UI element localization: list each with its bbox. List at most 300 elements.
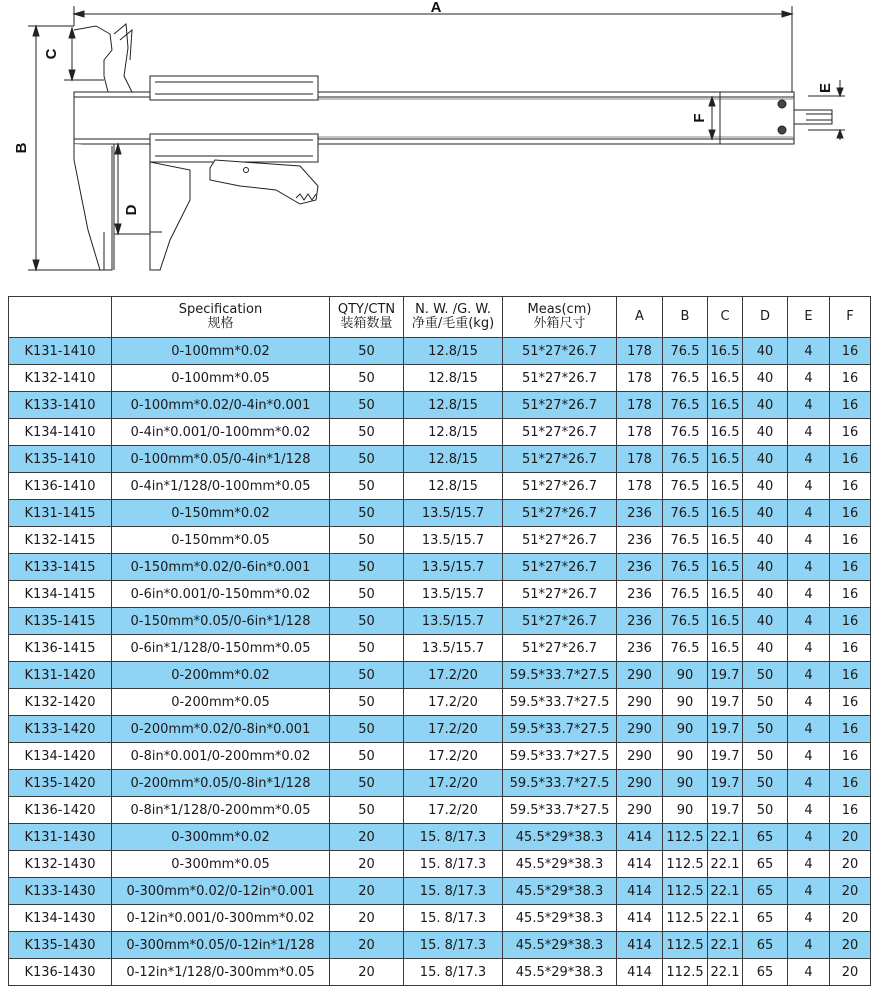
cell-specification: 0-300mm*0.02 xyxy=(112,824,330,851)
cell-dim-d: 65 xyxy=(743,878,788,905)
table-row xyxy=(9,608,871,635)
cell-model: K135-1430 xyxy=(9,932,112,959)
header-weight xyxy=(404,297,503,338)
cell-specification: 0-300mm*0.05 xyxy=(112,851,330,878)
header-line-cn: 规格 xyxy=(207,316,234,331)
table-row xyxy=(9,581,871,608)
cell-dim-f: 16 xyxy=(830,770,871,797)
cell-dim-b: 76.5 xyxy=(663,392,708,419)
cell-dim-f: 20 xyxy=(830,932,871,959)
table-body xyxy=(9,338,871,986)
cell-qty-per-carton: 50 xyxy=(330,527,404,554)
cell-model: K133-1410 xyxy=(9,392,112,419)
cell-dim-c: 19.7 xyxy=(708,770,743,797)
cell-specification: 0-12in*1/128/0-300mm*0.05 xyxy=(112,959,330,986)
cell-dim-e: 4 xyxy=(788,716,830,743)
cell-dim-f: 16 xyxy=(830,500,871,527)
cell-dim-b: 112.5 xyxy=(663,851,708,878)
header-line: F xyxy=(846,309,854,324)
cell-dim-e: 4 xyxy=(788,608,830,635)
cell-qty-per-carton: 50 xyxy=(330,797,404,824)
header-line: Meas(cm) xyxy=(527,302,592,317)
cell-weight: 13.5/15.7 xyxy=(404,635,503,662)
specification-table xyxy=(8,296,871,986)
cell-qty-per-carton: 50 xyxy=(330,689,404,716)
cell-weight: 12.8/15 xyxy=(404,446,503,473)
dimension-label-e: E xyxy=(817,82,834,94)
cell-dim-e: 4 xyxy=(788,446,830,473)
dimension-label-c: C xyxy=(43,48,60,60)
cell-carton-size: 59.5*33.7*27.5 xyxy=(503,662,617,689)
header-line: C xyxy=(720,309,730,324)
cell-dim-a: 236 xyxy=(617,500,663,527)
cell-dim-f: 16 xyxy=(830,743,871,770)
cell-qty-per-carton: 50 xyxy=(330,608,404,635)
cell-qty-per-carton: 50 xyxy=(330,338,404,365)
cell-model: K136-1420 xyxy=(9,797,112,824)
header-line: D xyxy=(759,309,770,324)
header-line-cn: 净重/毛重(kg) xyxy=(411,316,495,331)
cell-dim-a: 178 xyxy=(617,473,663,500)
table-row xyxy=(9,419,871,446)
table-row xyxy=(9,365,871,392)
cell-dim-d: 40 xyxy=(743,365,788,392)
cell-dim-c: 16.5 xyxy=(708,365,743,392)
cell-dim-a: 236 xyxy=(617,635,663,662)
cell-dim-f: 16 xyxy=(830,797,871,824)
table-row xyxy=(9,851,871,878)
cell-model: K134-1415 xyxy=(9,581,112,608)
cell-dim-b: 112.5 xyxy=(663,905,708,932)
dimension-label-b: B xyxy=(13,142,30,154)
cell-dim-e: 4 xyxy=(788,932,830,959)
cell-dim-b: 112.5 xyxy=(663,932,708,959)
cell-specification: 0-100mm*0.05/0-4in*1/128 xyxy=(112,446,330,473)
header-dim-a xyxy=(617,297,663,338)
cell-qty-per-carton: 20 xyxy=(330,959,404,986)
cell-specification: 0-200mm*0.02/0-8in*0.001 xyxy=(112,716,330,743)
cell-dim-e: 4 xyxy=(788,581,830,608)
cell-carton-size: 51*27*26.7 xyxy=(503,473,617,500)
cell-qty-per-carton: 50 xyxy=(330,446,404,473)
cell-weight: 12.8/15 xyxy=(404,338,503,365)
cell-qty-per-carton: 50 xyxy=(330,554,404,581)
table-row xyxy=(9,689,871,716)
cell-specification: 0-200mm*0.05 xyxy=(112,689,330,716)
cell-weight: 12.8/15 xyxy=(404,473,503,500)
cell-dim-a: 290 xyxy=(617,662,663,689)
header-specification xyxy=(112,297,330,338)
table-row xyxy=(9,824,871,851)
cell-dim-b: 90 xyxy=(663,797,708,824)
cell-specification: 0-150mm*0.05 xyxy=(112,527,330,554)
cell-dim-f: 20 xyxy=(830,878,871,905)
cell-qty-per-carton: 20 xyxy=(330,905,404,932)
cell-qty-per-carton: 50 xyxy=(330,635,404,662)
cell-dim-f: 16 xyxy=(830,554,871,581)
cell-dim-c: 22.1 xyxy=(708,878,743,905)
cell-specification: 0-4in*1/128/0-100mm*0.05 xyxy=(112,473,330,500)
cell-carton-size: 51*27*26.7 xyxy=(503,392,617,419)
cell-dim-d: 40 xyxy=(743,446,788,473)
cell-dim-f: 16 xyxy=(830,608,871,635)
cell-qty-per-carton: 50 xyxy=(330,473,404,500)
cell-dim-d: 40 xyxy=(743,527,788,554)
table-row xyxy=(9,527,871,554)
cell-dim-c: 16.5 xyxy=(708,419,743,446)
cell-dim-b: 90 xyxy=(663,743,708,770)
cell-dim-f: 16 xyxy=(830,392,871,419)
cell-specification: 0-8in*1/128/0-200mm*0.05 xyxy=(112,797,330,824)
cell-dim-b: 112.5 xyxy=(663,824,708,851)
cell-weight: 17.2/20 xyxy=(404,770,503,797)
cell-dim-b: 90 xyxy=(663,662,708,689)
cell-weight: 13.5/15.7 xyxy=(404,554,503,581)
cell-weight: 17.2/20 xyxy=(404,743,503,770)
cell-dim-a: 414 xyxy=(617,959,663,986)
cell-dim-c: 16.5 xyxy=(708,392,743,419)
cell-weight: 15. 8/17.3 xyxy=(404,878,503,905)
cell-dim-b: 90 xyxy=(663,716,708,743)
cell-carton-size: 45.5*29*38.3 xyxy=(503,905,617,932)
cell-dim-c: 16.5 xyxy=(708,635,743,662)
cell-dim-d: 40 xyxy=(743,608,788,635)
cell-dim-d: 65 xyxy=(743,959,788,986)
cell-dim-c: 16.5 xyxy=(708,338,743,365)
cell-qty-per-carton: 50 xyxy=(330,500,404,527)
cell-dim-d: 50 xyxy=(743,743,788,770)
dimension-label-a: A xyxy=(430,0,442,16)
cell-dim-f: 16 xyxy=(830,473,871,500)
cell-dim-c: 22.1 xyxy=(708,824,743,851)
cell-dim-b: 76.5 xyxy=(663,527,708,554)
cell-dim-a: 414 xyxy=(617,905,663,932)
cell-dim-d: 65 xyxy=(743,905,788,932)
cell-dim-e: 4 xyxy=(788,743,830,770)
cell-dim-c: 16.5 xyxy=(708,527,743,554)
table-row xyxy=(9,743,871,770)
cell-carton-size: 51*27*26.7 xyxy=(503,446,617,473)
header-line-cn: 装箱数量 xyxy=(340,316,393,331)
cell-dim-c: 19.7 xyxy=(708,662,743,689)
cell-dim-c: 19.7 xyxy=(708,797,743,824)
cell-dim-c: 19.7 xyxy=(708,689,743,716)
cell-specification: 0-100mm*0.02 xyxy=(112,338,330,365)
cell-dim-d: 65 xyxy=(743,824,788,851)
cell-carton-size: 51*27*26.7 xyxy=(503,608,617,635)
header-line: N. W. /G. W. xyxy=(415,302,491,317)
cell-qty-per-carton: 50 xyxy=(330,419,404,446)
cell-specification: 0-6in*0.001/0-150mm*0.02 xyxy=(112,581,330,608)
cell-qty-per-carton: 50 xyxy=(330,581,404,608)
cell-specification: 0-150mm*0.05/0-6in*1/128 xyxy=(112,608,330,635)
cell-qty-per-carton: 20 xyxy=(330,851,404,878)
cell-dim-f: 20 xyxy=(830,959,871,986)
cell-model: K134-1430 xyxy=(9,905,112,932)
cell-dim-a: 290 xyxy=(617,716,663,743)
cell-model: K134-1410 xyxy=(9,419,112,446)
cell-dim-c: 22.1 xyxy=(708,959,743,986)
cell-weight: 12.8/15 xyxy=(404,392,503,419)
cell-dim-e: 4 xyxy=(788,851,830,878)
cell-dim-e: 4 xyxy=(788,905,830,932)
cell-carton-size: 51*27*26.7 xyxy=(503,635,617,662)
cell-model: K136-1410 xyxy=(9,473,112,500)
cell-dim-c: 16.5 xyxy=(708,500,743,527)
header-dim-b xyxy=(663,297,708,338)
cell-model: K133-1430 xyxy=(9,878,112,905)
cell-dim-d: 40 xyxy=(743,635,788,662)
table-row xyxy=(9,338,871,365)
cell-model: K131-1430 xyxy=(9,824,112,851)
cell-model: K132-1415 xyxy=(9,527,112,554)
table-row xyxy=(9,716,871,743)
cell-dim-b: 76.5 xyxy=(663,500,708,527)
cell-dim-e: 4 xyxy=(788,959,830,986)
cell-dim-f: 16 xyxy=(830,338,871,365)
cell-dim-d: 65 xyxy=(743,932,788,959)
cell-dim-b: 76.5 xyxy=(663,365,708,392)
header-dim-e xyxy=(788,297,830,338)
cell-dim-b: 90 xyxy=(663,689,708,716)
cell-dim-a: 236 xyxy=(617,554,663,581)
cell-dim-f: 20 xyxy=(830,905,871,932)
cell-qty-per-carton: 50 xyxy=(330,662,404,689)
cell-weight: 12.8/15 xyxy=(404,365,503,392)
cell-dim-d: 40 xyxy=(743,338,788,365)
header-qty-per-carton xyxy=(330,297,404,338)
cell-dim-b: 76.5 xyxy=(663,581,708,608)
cell-model: K132-1410 xyxy=(9,365,112,392)
cell-dim-e: 4 xyxy=(788,500,830,527)
cell-qty-per-carton: 50 xyxy=(330,770,404,797)
cell-carton-size: 59.5*33.7*27.5 xyxy=(503,770,617,797)
cell-dim-c: 16.5 xyxy=(708,608,743,635)
cell-specification: 0-200mm*0.02 xyxy=(112,662,330,689)
cell-weight: 13.5/15.7 xyxy=(404,608,503,635)
cell-dim-e: 4 xyxy=(788,689,830,716)
header-line: E xyxy=(804,309,813,324)
cell-carton-size: 45.5*29*38.3 xyxy=(503,851,617,878)
cell-dim-f: 20 xyxy=(830,824,871,851)
table-row xyxy=(9,878,871,905)
cell-dim-b: 76.5 xyxy=(663,608,708,635)
table-row xyxy=(9,905,871,932)
cell-specification: 0-150mm*0.02/0-6in*0.001 xyxy=(112,554,330,581)
cell-dim-e: 4 xyxy=(788,662,830,689)
cell-qty-per-carton: 50 xyxy=(330,743,404,770)
cell-dim-e: 4 xyxy=(788,527,830,554)
cell-dim-c: 22.1 xyxy=(708,905,743,932)
table-row xyxy=(9,797,871,824)
header-line: QTY/CTN xyxy=(337,302,396,317)
cell-model: K136-1430 xyxy=(9,959,112,986)
cell-specification: 0-8in*0.001/0-200mm*0.02 xyxy=(112,743,330,770)
table-row xyxy=(9,770,871,797)
cell-dim-a: 290 xyxy=(617,743,663,770)
header-line-cn: 外箱尺寸 xyxy=(533,316,586,331)
cell-specification: 0-100mm*0.05 xyxy=(112,365,330,392)
cell-dim-a: 290 xyxy=(617,689,663,716)
cell-weight: 17.2/20 xyxy=(404,689,503,716)
cell-dim-f: 16 xyxy=(830,527,871,554)
cell-carton-size: 51*27*26.7 xyxy=(503,527,617,554)
cell-weight: 15. 8/17.3 xyxy=(404,932,503,959)
cell-specification: 0-6in*1/128/0-150mm*0.05 xyxy=(112,635,330,662)
cell-dim-e: 4 xyxy=(788,419,830,446)
caliper-dimension-drawing xyxy=(0,0,881,290)
cell-dim-f: 16 xyxy=(830,662,871,689)
cell-carton-size: 45.5*29*38.3 xyxy=(503,959,617,986)
cell-qty-per-carton: 20 xyxy=(330,932,404,959)
header-line: A xyxy=(635,309,644,324)
table-header-row xyxy=(9,297,871,338)
cell-dim-c: 16.5 xyxy=(708,581,743,608)
cell-carton-size: 51*27*26.7 xyxy=(503,581,617,608)
cell-carton-size: 59.5*33.7*27.5 xyxy=(503,743,617,770)
cell-dim-e: 4 xyxy=(788,365,830,392)
cell-dim-a: 236 xyxy=(617,581,663,608)
cell-qty-per-carton: 20 xyxy=(330,824,404,851)
cell-weight: 17.2/20 xyxy=(404,797,503,824)
cell-dim-b: 90 xyxy=(663,770,708,797)
table-row xyxy=(9,500,871,527)
cell-weight: 12.8/15 xyxy=(404,419,503,446)
cell-dim-d: 50 xyxy=(743,689,788,716)
cell-dim-a: 178 xyxy=(617,392,663,419)
cell-carton-size: 45.5*29*38.3 xyxy=(503,878,617,905)
table-row xyxy=(9,554,871,581)
header-line: B xyxy=(680,309,690,324)
cell-dim-e: 4 xyxy=(788,338,830,365)
cell-specification: 0-4in*0.001/0-100mm*0.02 xyxy=(112,419,330,446)
dimension-label-f: F xyxy=(691,113,708,123)
cell-dim-f: 16 xyxy=(830,446,871,473)
cell-dim-a: 414 xyxy=(617,824,663,851)
cell-model: K135-1410 xyxy=(9,446,112,473)
cell-model: K136-1415 xyxy=(9,635,112,662)
cell-model: K135-1420 xyxy=(9,770,112,797)
cell-model: K132-1430 xyxy=(9,851,112,878)
cell-carton-size: 51*27*26.7 xyxy=(503,365,617,392)
cell-dim-c: 19.7 xyxy=(708,716,743,743)
cell-dim-d: 40 xyxy=(743,554,788,581)
cell-carton-size: 51*27*26.7 xyxy=(503,500,617,527)
cell-dim-c: 16.5 xyxy=(708,473,743,500)
cell-dim-e: 4 xyxy=(788,824,830,851)
cell-dim-d: 40 xyxy=(743,419,788,446)
table-row xyxy=(9,662,871,689)
cell-model: K131-1415 xyxy=(9,500,112,527)
cell-dim-b: 76.5 xyxy=(663,635,708,662)
cell-specification: 0-200mm*0.05/0-8in*1/128 xyxy=(112,770,330,797)
cell-model: K131-1420 xyxy=(9,662,112,689)
cell-dim-f: 16 xyxy=(830,716,871,743)
table-row xyxy=(9,473,871,500)
cell-dim-c: 19.7 xyxy=(708,743,743,770)
cell-model: K134-1420 xyxy=(9,743,112,770)
cell-dim-c: 16.5 xyxy=(708,554,743,581)
cell-dim-b: 112.5 xyxy=(663,878,708,905)
cell-dim-d: 50 xyxy=(743,662,788,689)
cell-weight: 13.5/15.7 xyxy=(404,500,503,527)
header-dim-d xyxy=(743,297,788,338)
cell-specification: 0-12in*0.001/0-300mm*0.02 xyxy=(112,905,330,932)
cell-weight: 15. 8/17.3 xyxy=(404,959,503,986)
cell-model: K133-1415 xyxy=(9,554,112,581)
cell-dim-a: 178 xyxy=(617,338,663,365)
cell-dim-e: 4 xyxy=(788,392,830,419)
cell-dim-a: 178 xyxy=(617,419,663,446)
cell-dim-d: 40 xyxy=(743,392,788,419)
cell-dim-e: 4 xyxy=(788,797,830,824)
cell-specification: 0-150mm*0.02 xyxy=(112,500,330,527)
cell-dim-d: 40 xyxy=(743,473,788,500)
cell-dim-a: 414 xyxy=(617,878,663,905)
cell-carton-size: 59.5*33.7*27.5 xyxy=(503,797,617,824)
cell-dim-a: 414 xyxy=(617,851,663,878)
table-row xyxy=(9,932,871,959)
cell-dim-b: 76.5 xyxy=(663,473,708,500)
cell-model: K133-1420 xyxy=(9,716,112,743)
cell-carton-size: 51*27*26.7 xyxy=(503,554,617,581)
cell-model: K132-1420 xyxy=(9,689,112,716)
cell-weight: 17.2/20 xyxy=(404,716,503,743)
cell-dim-a: 414 xyxy=(617,932,663,959)
cell-carton-size: 59.5*33.7*27.5 xyxy=(503,716,617,743)
cell-dim-a: 178 xyxy=(617,365,663,392)
cell-carton-size: 45.5*29*38.3 xyxy=(503,932,617,959)
cell-dim-b: 76.5 xyxy=(663,554,708,581)
cell-dim-f: 20 xyxy=(830,851,871,878)
cell-specification: 0-300mm*0.05/0-12in*1/128 xyxy=(112,932,330,959)
cell-dim-e: 4 xyxy=(788,473,830,500)
header-model xyxy=(9,297,112,338)
cell-dim-a: 236 xyxy=(617,608,663,635)
cell-weight: 13.5/15.7 xyxy=(404,527,503,554)
cell-qty-per-carton: 50 xyxy=(330,365,404,392)
cell-carton-size: 51*27*26.7 xyxy=(503,338,617,365)
cell-qty-per-carton: 20 xyxy=(330,878,404,905)
cell-dim-a: 236 xyxy=(617,527,663,554)
cell-dim-e: 4 xyxy=(788,554,830,581)
cell-dim-a: 290 xyxy=(617,770,663,797)
cell-weight: 17.2/20 xyxy=(404,662,503,689)
cell-weight: 13.5/15.7 xyxy=(404,581,503,608)
cell-dim-d: 50 xyxy=(743,770,788,797)
cell-dim-f: 16 xyxy=(830,419,871,446)
cell-dim-d: 40 xyxy=(743,581,788,608)
cell-dim-d: 50 xyxy=(743,797,788,824)
header-dim-f xyxy=(830,297,871,338)
cell-dim-a: 290 xyxy=(617,797,663,824)
cell-dim-b: 76.5 xyxy=(663,338,708,365)
cell-dim-e: 4 xyxy=(788,635,830,662)
cell-dim-b: 76.5 xyxy=(663,446,708,473)
header-dim-c xyxy=(708,297,743,338)
cell-specification: 0-100mm*0.02/0-4in*0.001 xyxy=(112,392,330,419)
cell-qty-per-carton: 50 xyxy=(330,716,404,743)
cell-dim-f: 16 xyxy=(830,365,871,392)
cell-carton-size: 51*27*26.7 xyxy=(503,419,617,446)
cell-weight: 15. 8/17.3 xyxy=(404,824,503,851)
dimension-label-d: D xyxy=(123,204,140,216)
cell-weight: 15. 8/17.3 xyxy=(404,851,503,878)
cell-dim-d: 50 xyxy=(743,716,788,743)
cell-dim-a: 178 xyxy=(617,446,663,473)
table-row xyxy=(9,392,871,419)
cell-dim-e: 4 xyxy=(788,770,830,797)
